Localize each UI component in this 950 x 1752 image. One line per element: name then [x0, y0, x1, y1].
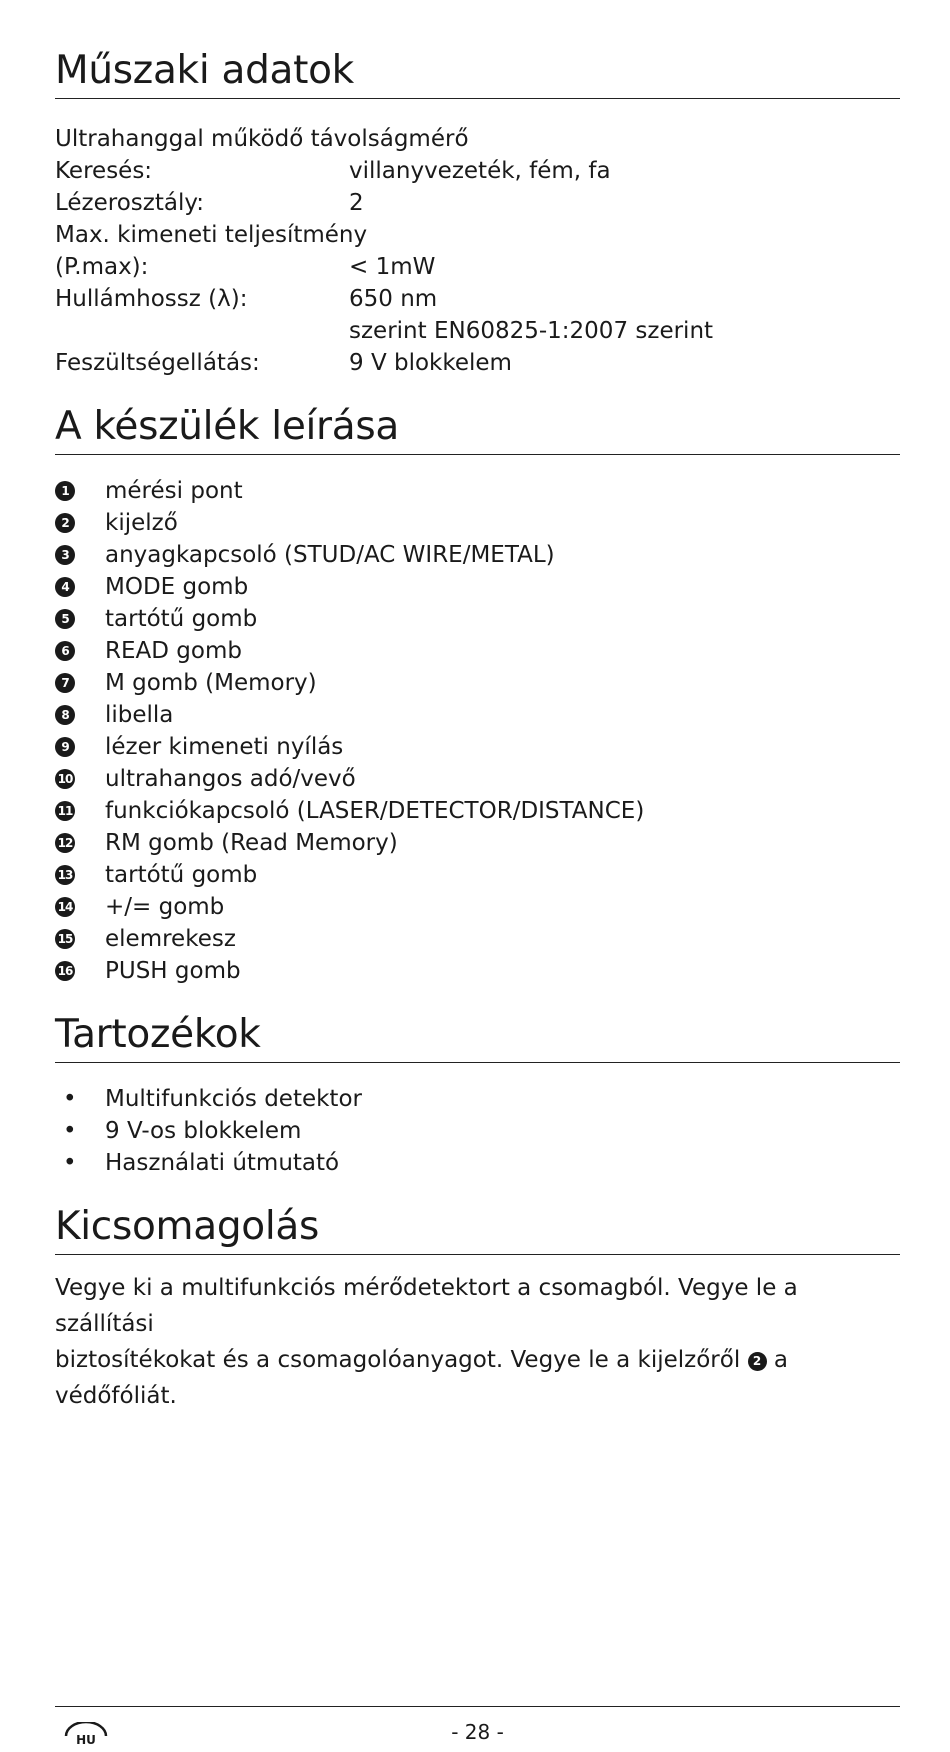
item-text: +/= gomb [105, 894, 225, 920]
number-badge: 3 [55, 545, 75, 565]
number-badge: 4 [55, 577, 75, 597]
bullet-icon: • [63, 1118, 77, 1144]
number-badge: 2 [748, 1352, 767, 1371]
bullet-icon: • [63, 1150, 77, 1176]
spec-value: szerint EN60825-1:2007 szerint [349, 318, 714, 344]
spec-label: Hullámhossz (λ): [55, 286, 248, 312]
spec-value: < 1mW [349, 254, 436, 280]
spec-value: villanyvezeték, fém, fa [349, 158, 611, 184]
paragraph-line: Vegye ki a multifunkciós mérődetektort a csomagból. Vegye le a szállítási [55, 1275, 798, 1337]
item-text: tartótű gomb [105, 862, 258, 888]
item-text: Multifunkciós detektor [105, 1086, 362, 1112]
unpacking-heading: Kicsomagolás [55, 1204, 900, 1255]
number-badge: 16 [55, 961, 75, 981]
item-text: Használati útmutató [105, 1150, 340, 1176]
spec-value: 650 nm [349, 286, 438, 312]
specs-heading: Műszaki adatok [55, 48, 900, 99]
item-text: libella [105, 702, 174, 728]
spec-label: Feszültségellátás: [55, 350, 260, 376]
paragraph-text: a védőfóliát. [55, 1347, 788, 1409]
number-badge: 5 [55, 609, 75, 629]
number-badge: 14 [55, 897, 75, 917]
item-text: READ gomb [105, 638, 242, 664]
number-badge: 15 [55, 929, 75, 949]
number-badge: 10 [55, 769, 75, 789]
unpacking-paragraph [55, 1270, 900, 1414]
item-text: RM gomb (Read Memory) [105, 830, 398, 856]
spec-value: 2 [349, 190, 364, 216]
number-badge: 9 [55, 737, 75, 757]
paragraph-line [55, 1342, 900, 1414]
number-badge: 7 [55, 673, 75, 693]
logo-text: HU [76, 1733, 96, 1747]
item-text: PUSH gomb [105, 958, 241, 984]
item-text: funkciókapcsoló (LASER/DETECTOR/DISTANCE) [105, 798, 645, 824]
number-badge: 12 [55, 833, 75, 853]
bullet-icon: • [63, 1086, 77, 1112]
device-heading: A készülék leírása [55, 404, 900, 455]
number-badge: 8 [55, 705, 75, 725]
spec-label: Keresés: [55, 158, 153, 184]
number-badge: 1 [55, 481, 75, 501]
item-text: ultrahangos adó/vevő [105, 766, 356, 792]
paragraph-text: biztosítékokat és a csomagolóanyagot. Vegye le a kijelzőről [55, 1347, 741, 1373]
spec-label: Max. kimeneti teljesítmény [55, 222, 368, 248]
spec-value: 9 V blokkelem [349, 350, 512, 376]
item-text: MODE gomb [105, 574, 249, 600]
item-text: lézer kimeneti nyílás [105, 734, 344, 760]
item-text: M gomb (Memory) [105, 670, 317, 696]
footer-divider [55, 1706, 900, 1707]
item-text: elemrekesz [105, 926, 236, 952]
number-badge: 2 [55, 513, 75, 533]
accessories-heading: Tartozékok [55, 1012, 900, 1063]
item-text: kijelző [105, 510, 178, 536]
item-text: 9 V-os blokkelem [105, 1118, 302, 1144]
page-number: - 28 - [451, 1720, 504, 1744]
number-badge: 13 [55, 865, 75, 885]
manual-page [55, 0, 900, 1746]
spec-label: Lézerosztály: [55, 190, 205, 216]
item-text: mérési pont [105, 478, 243, 504]
spec-label: (P.max): [55, 254, 149, 280]
number-badge: 11 [55, 801, 75, 821]
specs-intro: Ultrahanggal működő távolságmérő [55, 126, 469, 152]
item-text: tartótű gomb [105, 606, 258, 632]
item-text: anyagkapcsoló (STUD/AC WIRE/METAL) [105, 542, 555, 568]
number-badge: 6 [55, 641, 75, 661]
